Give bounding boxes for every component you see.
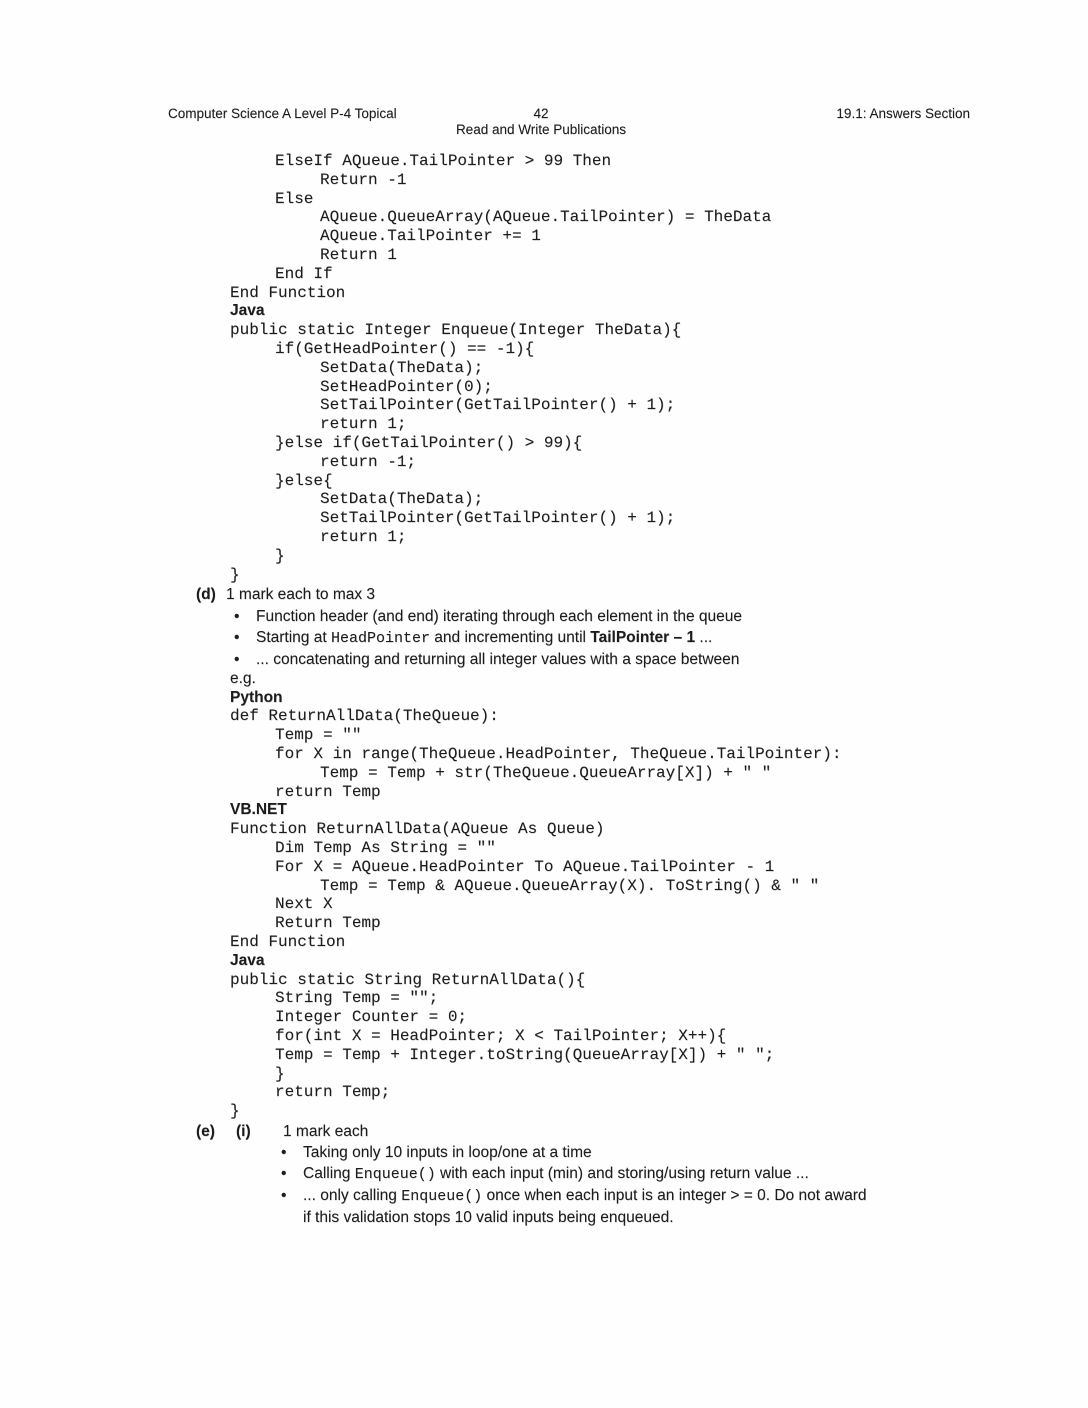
- code-line: SetTailPointer(GetTailPointer() + 1);: [320, 509, 676, 528]
- bullet-text: with each input (min) and storing/using return value ...: [435, 1165, 809, 1183]
- header-course-title: Computer Science A Level P-4 Topical: [168, 106, 397, 121]
- code-line: Integer Counter = 0;: [275, 1008, 468, 1027]
- marker-text: 1 mark each: [283, 1122, 369, 1140]
- bullet-text: Starting at: [256, 628, 331, 646]
- bullet-text: Function header (and end) iterating through each element in the queue: [256, 607, 743, 625]
- answer-marker-row: [196, 1122, 1060, 1143]
- code-line: AQueue.QueueArray(AQueue.TailPointer) = TheData: [320, 208, 772, 227]
- bullet-item: [230, 1142, 1060, 1163]
- header-section-title: 19.1: Answers Section: [836, 106, 970, 121]
- code-line: SetHeadPointer(0);: [320, 377, 493, 396]
- code-line: return -1;: [320, 452, 417, 471]
- code-line: }: [230, 565, 240, 584]
- bullet-icon: •: [234, 628, 240, 646]
- code-line: SetData(TheData);: [320, 490, 484, 509]
- bullet-text: and incrementing until: [430, 628, 591, 646]
- bullet-text: if this validation stops 10 valid inputs being enqueued.: [303, 1209, 674, 1227]
- bullet-text: TailPointer – 1: [590, 628, 696, 646]
- header-center: [411, 106, 671, 138]
- part-label: (d): [196, 586, 216, 604]
- code-line: End Function: [230, 932, 346, 951]
- code-line: String Temp = "";: [275, 989, 439, 1008]
- bullet-text: Calling: [303, 1165, 355, 1183]
- language-label: Java: [230, 302, 265, 320]
- bullet-text: ... concatenating and returning all integer values with a space between: [256, 650, 740, 668]
- answer-marker-row: [196, 585, 1060, 606]
- bullet-icon: •: [281, 1187, 287, 1205]
- bullet-text: once when each input is an integer > = 0. Do not award: [482, 1187, 867, 1205]
- language-label: Python: [230, 688, 283, 706]
- subpart-label: (i): [236, 1122, 251, 1140]
- code-line: return 1;: [320, 415, 407, 434]
- code-line: ElseIf AQueue.TailPointer > 99 Then: [275, 152, 612, 170]
- code-line: Return 1: [320, 245, 397, 264]
- language-label: Java: [230, 951, 265, 969]
- text-line: e.g.: [230, 669, 256, 687]
- code-line: End If: [275, 264, 333, 283]
- code-line: }: [230, 1102, 240, 1121]
- bullet-text: ...: [695, 628, 713, 646]
- page-number: 42: [533, 106, 549, 121]
- code-line: return Temp: [275, 782, 381, 801]
- code-line: For X = AQueue.HeadPointer To AQueue.TailPointer - 1: [275, 857, 775, 876]
- code-line: for X in range(TheQueue.HeadPointer, TheQueue.TailPointer):: [275, 745, 842, 764]
- code-token: Enqueue(): [354, 1166, 436, 1184]
- code-line: Next X: [275, 895, 333, 914]
- code-token: HeadPointer: [330, 629, 430, 647]
- code-line: Else: [275, 189, 314, 208]
- bullet-text: ... only calling: [303, 1187, 402, 1205]
- bullet-item: [230, 1185, 1060, 1228]
- code-line: Temp = Temp & AQueue.QueueArray(X). ToString() & " ": [320, 876, 820, 895]
- marker-text: 1 mark each to max 3: [226, 586, 376, 604]
- part-label: (e): [196, 1122, 215, 1140]
- code-line: }else if(GetTailPointer() > 99){: [275, 433, 583, 452]
- bullet-item: [230, 606, 1060, 627]
- bullet-icon: •: [281, 1165, 287, 1183]
- content: [196, 152, 1060, 1228]
- code-line: return 1;: [320, 527, 407, 546]
- bullet-icon: •: [234, 607, 240, 625]
- code-line: for(int X = HeadPointer; X < TailPointer; X++){: [275, 1026, 727, 1045]
- code-line: Dim Temp As String = "": [275, 839, 496, 857]
- code-line: SetTailPointer(GetTailPointer() + 1);: [320, 396, 676, 415]
- code-line: if(GetHeadPointer() == -1){: [275, 339, 535, 358]
- code-line: Temp = Temp + Integer.toString(QueueArray[X]) + " ";: [275, 1045, 775, 1064]
- language-label: VB.NET: [230, 801, 287, 819]
- bullet-text: Taking only 10 inputs in loop/one at a time: [303, 1144, 592, 1162]
- bullet-icon: •: [281, 1144, 287, 1162]
- code-line: def ReturnAllData(TheQueue):: [230, 707, 499, 726]
- code-line: }: [275, 1064, 285, 1083]
- bullet-item: [230, 627, 1060, 649]
- code-line: Function ReturnAllData(AQueue As Queue): [230, 820, 605, 839]
- code-token: Enqueue(): [401, 1188, 483, 1206]
- code-line: End Function: [230, 283, 346, 302]
- code-line: SetData(TheData);: [320, 358, 484, 377]
- code-line: return Temp;: [275, 1083, 391, 1102]
- code-line: AQueue.TailPointer += 1: [320, 227, 541, 246]
- publisher-name: Read and Write Publications: [455, 122, 627, 137]
- code-line: public static Integer Enqueue(Integer TheData){: [230, 321, 682, 340]
- bullet-icon: •: [234, 650, 240, 668]
- code-line: Temp = Temp + str(TheQueue.QueueArray[X]) + " ": [320, 763, 772, 782]
- bullet-item: [230, 1163, 1060, 1185]
- code-line: Return Temp: [275, 914, 381, 933]
- code-line: public static String ReturnAllData(){: [230, 970, 586, 989]
- code-line: Temp = "": [275, 726, 362, 745]
- code-line: }: [275, 546, 285, 565]
- code-line: Return -1: [320, 170, 407, 189]
- code-line: }else{: [275, 471, 333, 490]
- bullet-item: [230, 649, 1060, 670]
